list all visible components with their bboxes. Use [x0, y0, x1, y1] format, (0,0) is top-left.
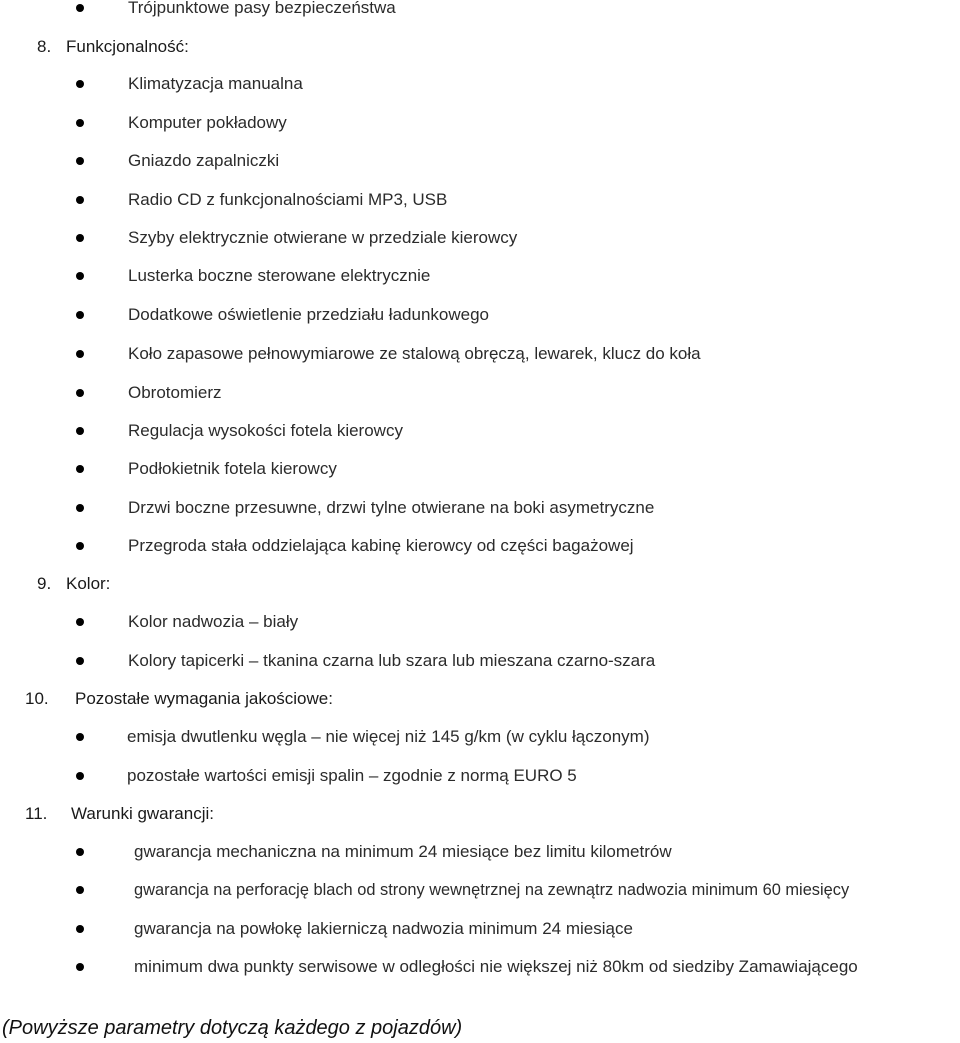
bullet-icon: [76, 504, 84, 512]
bullet-icon: [76, 196, 84, 204]
section-title: Warunki gwarancji:: [71, 804, 214, 823]
list-item-text: Szyby elektrycznie otwierane w przedziale kierowcy: [128, 228, 518, 247]
bullet-icon: [76, 733, 84, 741]
footnote: (Powyższe parametry dotyczą każdego z pojazdów): [2, 1017, 463, 1039]
bullet-icon: [76, 350, 84, 358]
bullet-icon: [76, 618, 84, 626]
list-item-text: Lusterka boczne sterowane elektrycznie: [128, 266, 431, 285]
list-item-text: emisja dwutlenku węgla – nie więcej niż 145 g/km (w cyklu łączonym): [127, 727, 650, 746]
list-item-text: Klimatyzacja manualna: [128, 74, 303, 93]
bullet-icon: [76, 427, 84, 435]
list-item-text: Kolor nadwozia – biały: [128, 612, 299, 631]
section-title: Kolor:: [66, 574, 111, 593]
section-number: 10.: [25, 689, 49, 708]
list-item-text: Drzwi boczne przesuwne, drzwi tylne otwierane na boki asymetryczne: [128, 498, 655, 517]
list-item-text: Trójpunktowe pasy bezpieczeństwa: [128, 0, 396, 17]
list-item-text: Przegroda stała oddzielająca kabinę kierowcy od części bagażowej: [128, 536, 634, 555]
list-item-text: minimum dwa punkty serwisowe w odległości nie większej niż 80km od siedziby Zamawiającego: [134, 957, 858, 976]
bullet-icon: [76, 465, 84, 473]
list-item-text: gwarancja mechaniczna na minimum 24 miesiące bez limitu kilometrów: [134, 842, 672, 861]
section-title: Pozostałe wymagania jakościowe:: [75, 689, 333, 708]
list-item-text: Dodatkowe oświetlenie przedziału ładunkowego: [128, 305, 490, 324]
list-item-text: Podłokietnik fotela kierowcy: [128, 459, 337, 478]
bullet-icon: [76, 4, 84, 12]
bullet-icon: [76, 119, 84, 127]
list-item-text: gwarancja na powłokę lakierniczą nadwozia minimum 24 miesiące: [134, 919, 633, 938]
bullet-icon: [76, 963, 84, 971]
list-item-text: Radio CD z funkcjonalnościami MP3, USB: [128, 190, 448, 209]
section-number: 11.: [25, 804, 48, 823]
section-number: 8.: [37, 37, 52, 56]
bullet-icon: [76, 157, 84, 165]
list-item-text: Koło zapasowe pełnowymiarowe ze stalową obręczą, lewarek, klucz do koła: [128, 344, 701, 363]
list-item-text: pozostałe wartości emisji spalin – zgodnie z normą EURO 5: [127, 766, 577, 785]
list-item-text: Regulacja wysokości fotela kierowcy: [128, 421, 403, 440]
bullet-icon: [76, 389, 84, 397]
list-item-text: Obrotomierz: [128, 383, 222, 402]
bullet-icon: [76, 657, 84, 665]
section-title: Funkcjonalność:: [66, 37, 189, 56]
bullet-icon: [76, 886, 84, 894]
bullet-icon: [76, 80, 84, 88]
bullet-icon: [76, 272, 84, 280]
section-number: 9.: [37, 574, 52, 593]
bullet-icon: [76, 772, 84, 780]
list-item-text: Komputer pokładowy: [128, 113, 287, 132]
bullet-icon: [76, 311, 84, 319]
list-item-text: Gniazdo zapalniczki: [128, 151, 280, 170]
bullet-icon: [76, 542, 84, 550]
list-item-text: gwarancja na perforację blach od strony wewnętrznej na zewnątrz nadwozia minimum 60 miesięcy: [134, 881, 850, 899]
bullet-icon: [76, 234, 84, 242]
bullet-icon: [76, 925, 84, 933]
list-item-text: Kolory tapicerki – tkanina czarna lub szara lub mieszana czarno-szara: [128, 651, 656, 670]
bullet-icon: [76, 848, 84, 856]
